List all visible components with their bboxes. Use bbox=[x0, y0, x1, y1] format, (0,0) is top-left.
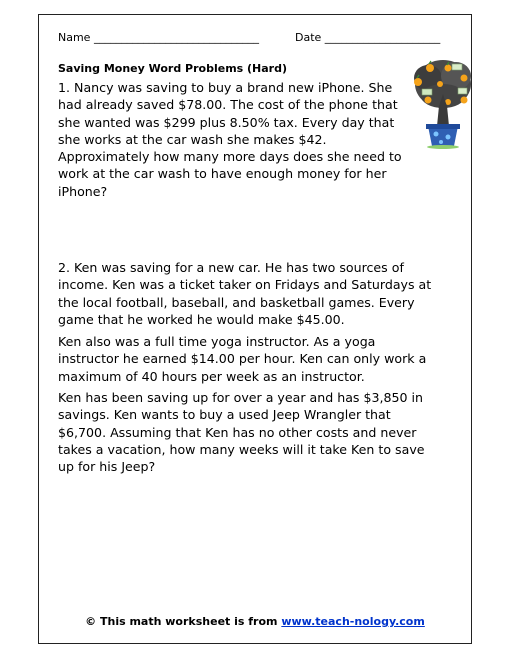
worksheet-title: Saving Money Word Problems (Hard) bbox=[58, 62, 288, 75]
footer-prefix: © This math worksheet is from bbox=[85, 615, 282, 628]
footer-credit bbox=[0, 615, 510, 628]
name-field-label: Name ______________________________ bbox=[58, 31, 259, 44]
problem-2-yoga-text: Ken also was a full time yoga instructor. As a yoga instructor he earned $14.00 per hour. Ken can only work a maximum of 40 hours per week as an instructor. bbox=[58, 334, 427, 384]
footer-link[interactable]: www.teach-nology.com bbox=[281, 615, 425, 628]
money-tree-icon bbox=[408, 56, 478, 150]
flower-pot bbox=[426, 124, 460, 149]
problem-2-question-text: Ken has been saving up for over a year and has $3,850 in savings. Ken wants to buy a used Jeep Wrangler that $6,700. Assuming that Ken has no other costs and never takes a vacation, how many weeks will it take Ken to save up for his Jeep? bbox=[58, 390, 425, 475]
problem-1-text: 1. Nancy was saving to buy a brand new iPhone. She had already saved $78.00. The cost of the phone that she wanted was $299 plus 8.50% tax. Every day that she works at the car wash she makes $42. Approximately how many more days does she need to work at the car wash to have enough money for her iPhone? bbox=[58, 80, 402, 199]
problem-2-intro-text: 2. Ken was saving for a new car. He has two sources of income. Ken was a ticket taker on Fridays and Saturdays at the local football, baseball, and basketball games. Every game that he worked he would make $45.00. bbox=[58, 260, 432, 327]
date-field-label: Date _____________________ bbox=[295, 31, 441, 44]
